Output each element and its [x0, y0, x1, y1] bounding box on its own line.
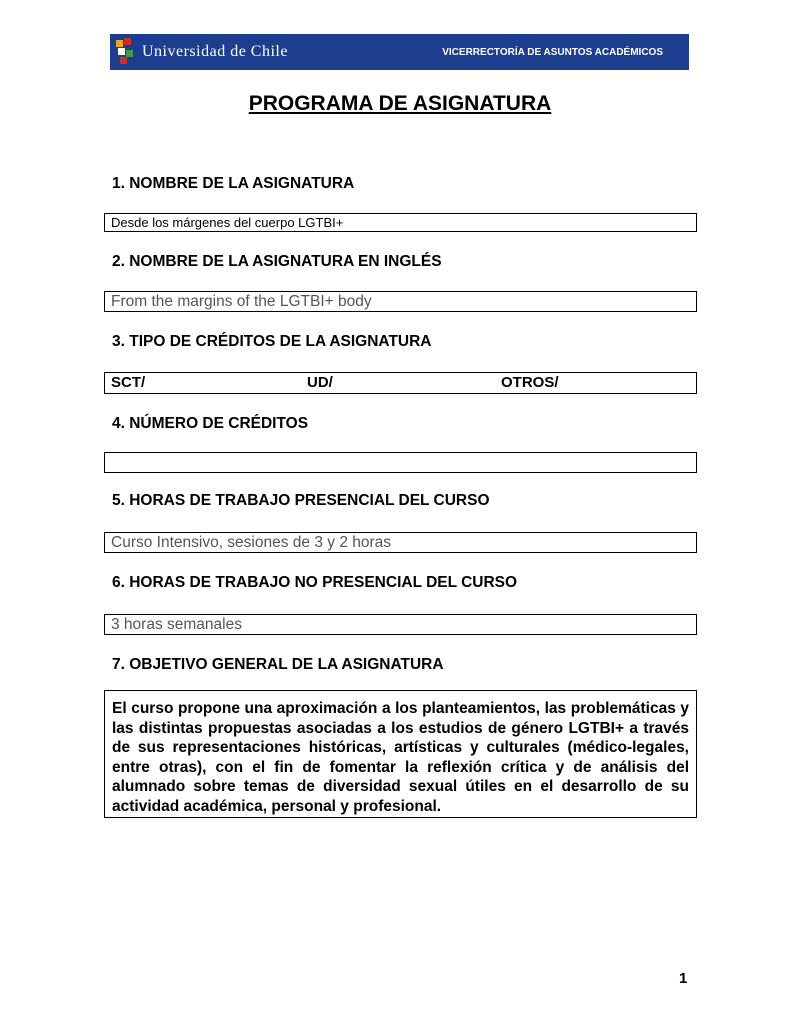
presential-hours-field — [104, 532, 697, 553]
section-4-heading: 4. NÚMERO DE CRÉDITOS — [112, 415, 309, 432]
page-title: PROGRAMA DE ASIGNATURA — [248, 92, 552, 115]
university-logo-icon — [116, 38, 136, 66]
course-name-value: Desde los márgenes del cuerpo LGTBI+ — [111, 215, 344, 230]
non-presential-hours-field — [104, 614, 697, 635]
credit-type-otros: OTROS/ — [501, 374, 559, 391]
section-2-heading: 2. NOMBRE DE LA ASIGNATURA EN INGLÉS — [112, 253, 442, 270]
credit-type-sct: SCT/ — [111, 374, 146, 391]
page-number: 1 — [679, 970, 688, 987]
general-objective-field — [104, 690, 697, 818]
credit-type-field — [104, 372, 697, 394]
vice-rectory-name: VICERRECTORÍA DE ASUNTOS ACADÉMICOS — [442, 46, 663, 58]
course-name-english-value: From the margins of the LGTBI+ body — [111, 293, 372, 310]
section-3-heading: 3. TIPO DE CRÉDITOS DE LA ASIGNATURA — [112, 333, 432, 350]
non-presential-hours-value: 3 horas semanales — [111, 616, 242, 633]
section-5-heading: 5. HORAS DE TRABAJO PRESENCIAL DEL CURSO — [112, 492, 490, 509]
university-name: Universidad de Chile — [142, 43, 288, 60]
credit-number-field — [104, 452, 697, 473]
course-name-field — [104, 213, 697, 232]
presential-hours-value: Curso Intensivo, sesiones de 3 y 2 horas — [111, 534, 392, 551]
section-7-heading: 7. OBJETIVO GENERAL DE LA ASIGNATURA — [112, 656, 444, 673]
header-banner — [110, 34, 689, 70]
section-1-heading: 1. NOMBRE DE LA ASIGNATURA — [112, 175, 355, 192]
general-objective-text: El curso propone una aproximación a los planteamientos, las problemáticas y las distintas propuestas asociadas a los estudios de género LGTBI+ a través de sus representaciones históricas, artísticas y culturales (médico-legales, entre otras), con el fin de fomentar la reflexión crítica y de análisis del alumnado sobre temas de diversidad sexual útiles en el desarrollo de su actividad académica, personal y profesional. — [112, 700, 689, 815]
course-name-english-field — [104, 291, 697, 312]
credit-type-ud: UD/ — [307, 374, 333, 391]
section-6-heading: 6. HORAS DE TRABAJO NO PRESENCIAL DEL CURSO — [112, 574, 518, 591]
